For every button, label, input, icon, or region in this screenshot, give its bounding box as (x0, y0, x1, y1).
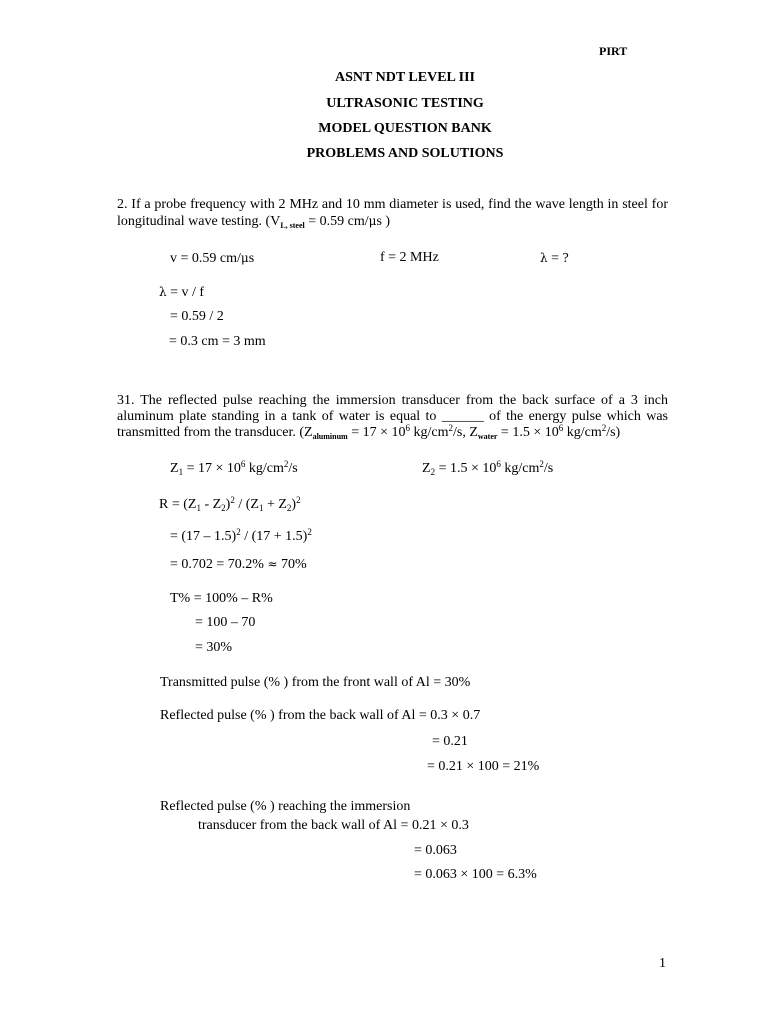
reflected-pulse-value: = 0.21 (432, 734, 468, 749)
q2-solution-line-2: = 0.59 / 2 (170, 309, 224, 324)
reflected-immersion-line-2: transducer from the back wall of Al = 0.21 × 0.3 (198, 818, 469, 833)
reflection-result: = 0.702 = 70.2% ≈ 70% (170, 557, 307, 572)
q2-solution-line-1: λ = v / f (159, 285, 205, 300)
given-velocity: v = 0.59 cm/μs (170, 251, 255, 266)
transmission-substitution: = 100 – 70 (195, 615, 256, 630)
doc-title-1: ASNT NDT LEVEL III (335, 70, 475, 85)
z1-value: $Z_1 = 17 \times 10^6$ $kg/cm^2/s$ (170, 459, 298, 477)
doc-title-3: MODEL QUESTION BANK (318, 121, 492, 136)
mu-symbol: μ (240, 251, 249, 265)
doc-title-4: PROBLEMS AND SOLUTIONS (306, 146, 504, 161)
page-number: 1 (659, 956, 666, 971)
header-tag: PIRT (599, 44, 628, 58)
transmission-result: = 30% (195, 640, 233, 655)
lambda-symbol: λ (540, 251, 548, 265)
given-frequency: f = 2 MHz (380, 250, 439, 265)
q2-solution-line-3: = 0.3 cm = 3 mm (169, 334, 266, 349)
transmission-formula: T% = 100% – R% (170, 591, 273, 606)
reflection-substitution: = $(17 - 1.5)^2 / (17 + 1.5)^2$ (170, 527, 312, 544)
reflection-formula: $R = (Z_1 - Z_2)^2 / (Z_1 + Z_2)^2$ (159, 495, 301, 513)
doc-title-2: ULTRASONIC TESTING (326, 96, 484, 111)
reflected-immersion-value: = 0.063 (414, 843, 457, 858)
reflected-immersion-percent: = 0.063 × 100 = 6.3% (414, 867, 537, 882)
z2-value: $Z_2 = 1.5 \times 10^6$ $kg/cm^2/s$ (422, 459, 554, 477)
reflected-pulse-percent: = 0.21 × 100 = 21% (427, 759, 540, 774)
transmitted-pulse-line: Transmitted pulse (% ) from the front wall of Al = 30% (160, 675, 471, 690)
given-wavelength: λ = ? (540, 251, 569, 266)
reflected-immersion-line-1: Reflected pulse (% ) reaching the immersion (160, 799, 411, 814)
reflected-pulse-line: Reflected pulse (% ) from the back wall of Al = 0.3 × 0.7 (160, 708, 481, 723)
mu-symbol: μ (368, 214, 377, 228)
question-31: 31. The reflected pulse reaching the immersion transducer from the back surface of a 3 inch aluminum plate standing in a tank of water is equal to ______ of the energy pulse which was transmitted from the transducer. ($Z_{aluminum} = 17 \times 10^6$ $kg/cm^2/s$, $Z_{water} = 1.5 \times 10^6$ $kg/cm^2/s$) (117, 393, 668, 441)
lambda-symbol: λ (159, 285, 167, 299)
approx-symbol: ≈ (267, 557, 278, 571)
question-2: 2. If a probe frequency with 2 MHz and 10 mm diameter is used, find the wave length in steel for longitudinal wave testing. ($V_{L, steel} = 0.59$ cm/μs ) (117, 197, 668, 230)
